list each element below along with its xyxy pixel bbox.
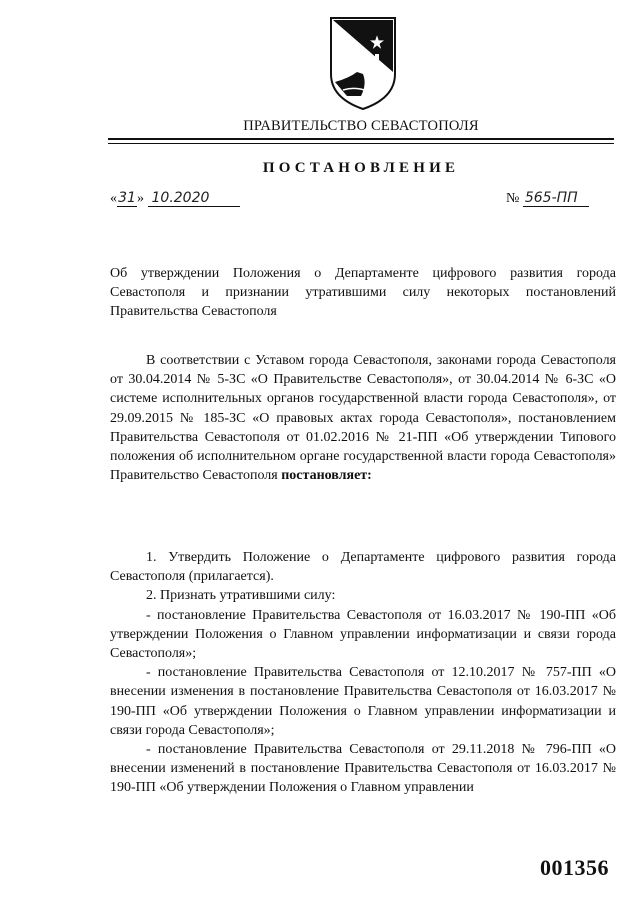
header-rule-thin: [108, 143, 614, 144]
coat-of-arms-emblem: [323, 12, 403, 112]
preamble-text: В соответствии с Уставом города Севастополя, законами города Севастополя от 30.04.2014 № 5-ЗС «О Правительстве Севастополя», от 30.04.2014 № 6-ЗС «О системе исполнительных органов государственной власти города Севастополя», от 29.09.2015 № 185-ЗС «О правовых актах города Севастополя», постановлением Правительства Севастополя от 01.02.2016 № 21-ПП «Об утверждении Типового положения об исполнительном органе государственной власти города Севастополя» Правительство Севастополя: [110, 353, 616, 484]
government-title: ПРАВИТЕЛЬСТВО СЕВАСТОПОЛЯ: [243, 118, 479, 134]
item-2-sub-2: - постановление Правительства Севастополя от 12.10.2017 № 757-ПП «О внесении изменения в постановление Правительства Севастополя от 16.03.2017 № 190-ПП «Об утверждении Положения о Главном управлении информатизации и связи города Севастополя»;: [110, 665, 616, 738]
preamble-paragraph: [110, 351, 616, 485]
number-value: 565-ПП: [523, 190, 589, 207]
item-1: 1. Утвердить Положение о Департаменте цифрового развития города Севастополя (прилагается).: [110, 550, 616, 585]
document-serial-number: 001356: [540, 855, 609, 880]
number-prefix: №: [506, 191, 520, 206]
item-2-sub-3: - постановление Правительства Севастополя от 29.11.2018 № 796-ПП «О внесении изменений в постановление Правительства Севастополя от 16.03.2017 № 190-ПП «Об утверждении Положения о Главном управлении: [110, 742, 616, 796]
preamble-emphasis: постановляет:: [281, 468, 372, 484]
date-day: 31: [118, 190, 136, 206]
document-number: [506, 190, 589, 207]
preamble: [110, 351, 616, 485]
item-2: 2. Признать утратившими силу:: [146, 588, 336, 604]
document-subject: Об утверждении Положения о Департаменте цифрового развития города Севастополя и признании утратившими силу некоторых постановлений Правительства Севастополя: [110, 266, 616, 319]
date-quote-open: «: [110, 191, 117, 206]
document-type-heading: ПОСТАНОВЛЕНИЕ: [262, 160, 460, 176]
date-month-year: 10.2020: [148, 190, 240, 207]
document-date: [110, 190, 240, 207]
date-quote-close: »: [137, 191, 144, 206]
header-rule-thick: [108, 138, 614, 140]
item-2-sub-1: - постановление Правительства Севастополя от 16.03.2017 № 190-ПП «Об утверждении Положения о Главном управлении информатизации и связи города Севастополя»;: [110, 607, 616, 662]
resolution-items: [110, 548, 616, 798]
